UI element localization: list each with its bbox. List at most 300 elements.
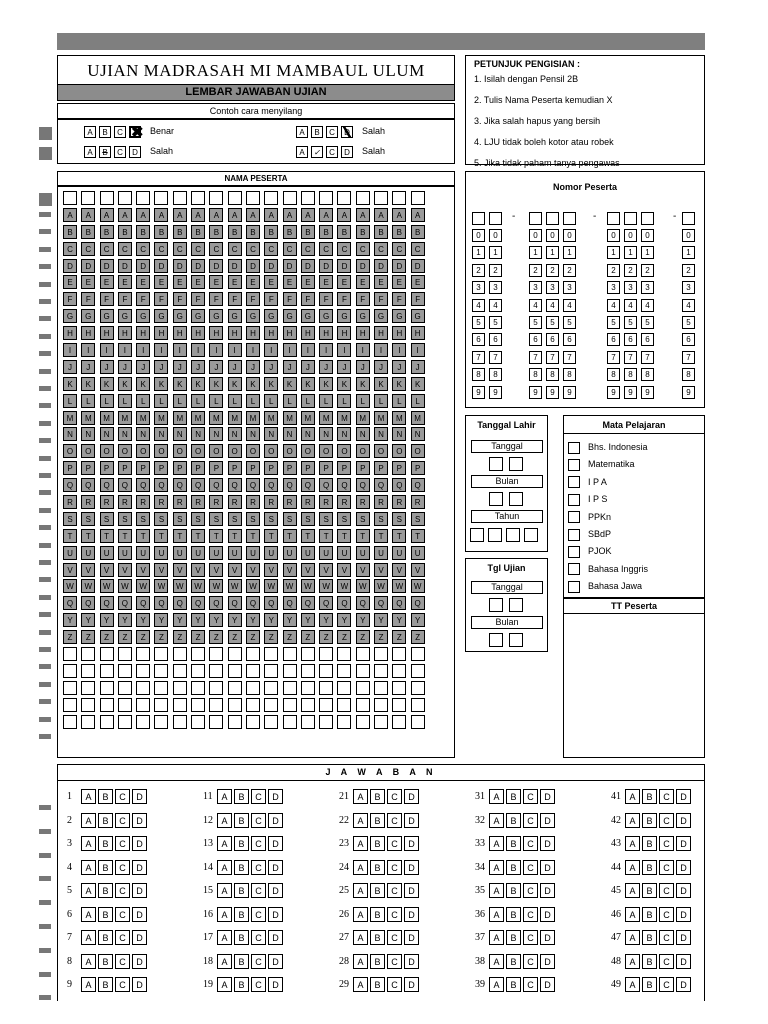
name-bubble[interactable]: N	[173, 427, 187, 441]
name-bubble[interactable]: I	[63, 343, 77, 357]
name-bubble[interactable]: H	[411, 326, 425, 340]
name-bubble[interactable]: T	[246, 529, 260, 543]
answer-bubble[interactable]: A	[625, 813, 640, 828]
answer-bubble[interactable]: B	[506, 954, 521, 969]
name-bubble[interactable]: U	[301, 546, 315, 560]
name-bubble[interactable]: Q	[228, 596, 242, 610]
answer-bubble[interactable]: C	[523, 813, 538, 828]
answer-bubble[interactable]: D	[132, 789, 147, 804]
name-bubble[interactable]: Q	[228, 478, 242, 492]
name-bubble[interactable]: J	[264, 360, 278, 374]
name-bubble[interactable]: J	[246, 360, 260, 374]
name-bubble[interactable]: J	[374, 360, 388, 374]
answer-bubble[interactable]: B	[642, 930, 657, 945]
name-bubble[interactable]: R	[63, 495, 77, 509]
answer-bubble[interactable]: D	[268, 883, 283, 898]
name-bubble[interactable]: N	[374, 427, 388, 441]
name-bubble[interactable]: O	[246, 444, 260, 458]
answer-bubble[interactable]: B	[506, 789, 521, 804]
number-write-box[interactable]	[489, 212, 502, 225]
answer-bubble[interactable]: B	[234, 860, 249, 875]
name-bubble[interactable]: M	[374, 411, 388, 425]
answer-bubble[interactable]: A	[81, 813, 96, 828]
name-bubble[interactable]: D	[337, 259, 351, 273]
name-bubble[interactable]: O	[81, 444, 95, 458]
name-bubble[interactable]: K	[191, 377, 205, 391]
name-bubble[interactable]: N	[154, 427, 168, 441]
answer-bubble[interactable]: C	[523, 836, 538, 851]
name-bubble[interactable]: Q	[283, 596, 297, 610]
name-bubble[interactable]: Y	[209, 613, 223, 627]
name-bubble[interactable]: Y	[301, 613, 315, 627]
name-bubble[interactable]: Q	[136, 478, 150, 492]
number-bubble[interactable]: 2	[641, 264, 654, 277]
name-bubble[interactable]: F	[264, 292, 278, 306]
name-bubble[interactable]: Q	[246, 596, 260, 610]
answer-bubble[interactable]: B	[370, 860, 385, 875]
name-write-box[interactable]	[337, 191, 351, 205]
name-bubble[interactable]: Q	[319, 478, 333, 492]
answer-bubble[interactable]: D	[540, 907, 555, 922]
name-bubble[interactable]: U	[136, 546, 150, 560]
answer-bubble[interactable]: D	[404, 930, 419, 945]
name-bubble[interactable]: H	[81, 326, 95, 340]
number-bubble[interactable]: 0	[563, 229, 576, 242]
answer-bubble[interactable]: A	[81, 860, 96, 875]
name-bubble[interactable]: Z	[100, 630, 114, 644]
subject-checkbox[interactable]	[568, 476, 580, 488]
name-bubble[interactable]: G	[191, 309, 205, 323]
number-bubble[interactable]: 5	[682, 316, 695, 329]
name-bubble[interactable]: B	[81, 225, 95, 239]
name-bubble[interactable]: O	[301, 444, 315, 458]
name-bubble[interactable]: A	[81, 208, 95, 222]
answer-bubble[interactable]: C	[115, 883, 130, 898]
name-bubble[interactable]: T	[337, 529, 351, 543]
name-bubble[interactable]: D	[411, 259, 425, 273]
number-bubble[interactable]: 5	[472, 316, 485, 329]
subject-item[interactable]	[568, 528, 611, 541]
name-bubble[interactable]: R	[173, 495, 187, 509]
name-bubble[interactable]: M	[154, 411, 168, 425]
name-write-box[interactable]	[100, 191, 114, 205]
name-bubble[interactable]: Y	[356, 613, 370, 627]
name-bubble[interactable]: I	[154, 343, 168, 357]
answer-bubble[interactable]: C	[523, 930, 538, 945]
answer-bubble[interactable]: D	[540, 977, 555, 992]
subject-checkbox[interactable]	[568, 529, 580, 541]
name-bubble[interactable]: N	[356, 427, 370, 441]
name-bubble[interactable]: T	[209, 529, 223, 543]
name-bubble[interactable]: T	[118, 529, 132, 543]
answer-bubble[interactable]: B	[234, 813, 249, 828]
number-bubble[interactable]: 3	[624, 281, 637, 294]
name-bubble[interactable]: Y	[392, 613, 406, 627]
subject-item[interactable]	[568, 493, 607, 506]
name-bubble[interactable]: S	[356, 512, 370, 526]
number-bubble[interactable]: 2	[489, 264, 502, 277]
name-bubble[interactable]: C	[374, 242, 388, 256]
birth-month-box[interactable]	[489, 492, 503, 506]
answer-bubble[interactable]: B	[234, 907, 249, 922]
name-bubble[interactable]: E	[356, 275, 370, 289]
name-bubble[interactable]: P	[100, 461, 114, 475]
name-bubble[interactable]: T	[154, 529, 168, 543]
name-bubble[interactable]: M	[264, 411, 278, 425]
name-bubble[interactable]: L	[337, 394, 351, 408]
name-write-box[interactable]	[356, 191, 370, 205]
name-bubble[interactable]: A	[246, 208, 260, 222]
number-bubble[interactable]: 8	[529, 368, 542, 381]
name-bubble[interactable]: Q	[173, 478, 187, 492]
answer-bubble[interactable]: B	[370, 836, 385, 851]
number-write-box[interactable]	[472, 212, 485, 225]
name-bubble[interactable]: P	[63, 461, 77, 475]
answer-bubble[interactable]: A	[489, 930, 504, 945]
name-bubble[interactable]: I	[136, 343, 150, 357]
number-write-box[interactable]	[529, 212, 542, 225]
name-bubble[interactable]: L	[392, 394, 406, 408]
name-bubble[interactable]: Q	[319, 596, 333, 610]
name-bubble[interactable]: I	[246, 343, 260, 357]
name-bubble[interactable]: Z	[118, 630, 132, 644]
name-bubble[interactable]: U	[337, 546, 351, 560]
name-bubble[interactable]: B	[301, 225, 315, 239]
name-bubble[interactable]: G	[374, 309, 388, 323]
name-bubble[interactable]: O	[173, 444, 187, 458]
name-bubble[interactable]: F	[100, 292, 114, 306]
name-bubble[interactable]: H	[228, 326, 242, 340]
name-bubble[interactable]: L	[81, 394, 95, 408]
answer-bubble[interactable]: A	[353, 883, 368, 898]
number-bubble[interactable]: 0	[641, 229, 654, 242]
name-bubble[interactable]: M	[63, 411, 77, 425]
name-bubble[interactable]: B	[356, 225, 370, 239]
name-bubble[interactable]: T	[81, 529, 95, 543]
subject-checkbox[interactable]	[568, 494, 580, 506]
name-bubble[interactable]: F	[136, 292, 150, 306]
name-bubble[interactable]: D	[283, 259, 297, 273]
answer-bubble[interactable]: A	[353, 860, 368, 875]
name-bubble[interactable]: H	[319, 326, 333, 340]
name-bubble[interactable]: C	[337, 242, 351, 256]
answer-bubble[interactable]: C	[251, 860, 266, 875]
name-bubble[interactable]: O	[283, 444, 297, 458]
number-write-box[interactable]	[607, 212, 620, 225]
number-bubble[interactable]: 5	[489, 316, 502, 329]
name-bubble[interactable]: O	[374, 444, 388, 458]
answer-bubble[interactable]: C	[115, 954, 130, 969]
number-bubble[interactable]: 5	[563, 316, 576, 329]
name-bubble[interactable]: Y	[136, 613, 150, 627]
answer-bubble[interactable]: D	[540, 930, 555, 945]
name-bubble[interactable]: E	[337, 275, 351, 289]
name-bubble[interactable]: Q	[283, 478, 297, 492]
answer-bubble[interactable]: B	[370, 883, 385, 898]
answer-bubble[interactable]: C	[387, 907, 402, 922]
name-bubble[interactable]: I	[392, 343, 406, 357]
subject-item[interactable]	[568, 476, 607, 489]
name-bubble[interactable]: R	[264, 495, 278, 509]
answer-bubble[interactable]: C	[251, 883, 266, 898]
name-bubble[interactable]: L	[100, 394, 114, 408]
name-bubble[interactable]: V	[374, 563, 388, 577]
name-bubble[interactable]: G	[100, 309, 114, 323]
number-bubble[interactable]: 1	[472, 246, 485, 259]
name-bubble[interactable]: U	[81, 546, 95, 560]
name-bubble[interactable]: W	[228, 579, 242, 593]
number-bubble[interactable]: 4	[546, 299, 559, 312]
name-bubble[interactable]: A	[283, 208, 297, 222]
name-bubble[interactable]: Q	[136, 596, 150, 610]
number-bubble[interactable]: 8	[563, 368, 576, 381]
number-bubble[interactable]: 3	[489, 281, 502, 294]
name-bubble[interactable]: Q	[81, 478, 95, 492]
name-bubble[interactable]: F	[191, 292, 205, 306]
answer-bubble[interactable]: B	[506, 813, 521, 828]
name-bubble[interactable]: Q	[191, 478, 205, 492]
name-bubble[interactable]: U	[374, 546, 388, 560]
number-bubble[interactable]: 4	[624, 299, 637, 312]
name-bubble[interactable]: V	[136, 563, 150, 577]
name-bubble[interactable]: W	[209, 579, 223, 593]
birth-day-box[interactable]	[489, 457, 503, 471]
name-bubble[interactable]: P	[392, 461, 406, 475]
name-bubble[interactable]: B	[173, 225, 187, 239]
answer-bubble[interactable]: C	[659, 836, 674, 851]
name-bubble[interactable]: S	[191, 512, 205, 526]
name-bubble[interactable]: F	[374, 292, 388, 306]
name-bubble[interactable]: N	[118, 427, 132, 441]
answer-bubble[interactable]: C	[387, 789, 402, 804]
number-bubble[interactable]: 6	[641, 333, 654, 346]
name-bubble[interactable]: E	[136, 275, 150, 289]
name-bubble[interactable]: P	[374, 461, 388, 475]
name-bubble[interactable]: S	[264, 512, 278, 526]
name-write-box[interactable]	[154, 191, 168, 205]
name-bubble[interactable]: A	[374, 208, 388, 222]
name-bubble[interactable]: L	[246, 394, 260, 408]
answer-bubble[interactable]: B	[506, 836, 521, 851]
name-bubble[interactable]: H	[136, 326, 150, 340]
answer-bubble[interactable]: B	[234, 954, 249, 969]
number-bubble[interactable]: 5	[641, 316, 654, 329]
name-bubble[interactable]: C	[411, 242, 425, 256]
name-bubble[interactable]: E	[100, 275, 114, 289]
answer-bubble[interactable]: C	[523, 977, 538, 992]
name-bubble[interactable]: G	[136, 309, 150, 323]
name-bubble[interactable]: Q	[246, 478, 260, 492]
name-bubble[interactable]: I	[264, 343, 278, 357]
number-bubble[interactable]: 8	[489, 368, 502, 381]
name-bubble[interactable]: Z	[356, 630, 370, 644]
answer-bubble[interactable]: D	[676, 860, 691, 875]
name-write-box[interactable]	[209, 191, 223, 205]
name-bubble[interactable]: V	[392, 563, 406, 577]
name-bubble[interactable]: B	[228, 225, 242, 239]
name-bubble[interactable]: A	[209, 208, 223, 222]
name-bubble[interactable]: Q	[356, 596, 370, 610]
name-bubble[interactable]: G	[154, 309, 168, 323]
answer-bubble[interactable]: B	[98, 813, 113, 828]
name-bubble[interactable]: Y	[319, 613, 333, 627]
name-bubble[interactable]: Y	[100, 613, 114, 627]
name-bubble[interactable]: C	[81, 242, 95, 256]
name-bubble[interactable]: D	[81, 259, 95, 273]
name-bubble[interactable]: B	[118, 225, 132, 239]
name-bubble[interactable]: U	[411, 546, 425, 560]
name-bubble[interactable]: W	[411, 579, 425, 593]
number-bubble[interactable]: 6	[546, 333, 559, 346]
name-write-box[interactable]	[118, 191, 132, 205]
name-bubble[interactable]: V	[283, 563, 297, 577]
name-bubble[interactable]: Q	[63, 596, 77, 610]
number-bubble[interactable]: 3	[529, 281, 542, 294]
name-bubble[interactable]: I	[173, 343, 187, 357]
name-bubble[interactable]: O	[154, 444, 168, 458]
name-bubble[interactable]: P	[264, 461, 278, 475]
number-bubble[interactable]: 9	[489, 386, 502, 399]
name-bubble[interactable]: O	[392, 444, 406, 458]
name-bubble[interactable]: Y	[191, 613, 205, 627]
name-bubble[interactable]: L	[319, 394, 333, 408]
subject-checkbox[interactable]	[568, 563, 580, 575]
name-bubble[interactable]: Q	[154, 596, 168, 610]
number-bubble[interactable]: 2	[563, 264, 576, 277]
name-bubble[interactable]: F	[81, 292, 95, 306]
answer-bubble[interactable]: B	[370, 789, 385, 804]
number-bubble[interactable]: 6	[682, 333, 695, 346]
name-bubble[interactable]: I	[301, 343, 315, 357]
name-bubble[interactable]: Y	[411, 613, 425, 627]
answer-bubble[interactable]: A	[81, 883, 96, 898]
name-bubble[interactable]: V	[100, 563, 114, 577]
name-bubble[interactable]: Z	[209, 630, 223, 644]
answer-bubble[interactable]: B	[642, 883, 657, 898]
name-bubble[interactable]: H	[264, 326, 278, 340]
name-bubble[interactable]: M	[118, 411, 132, 425]
answer-bubble[interactable]: D	[404, 883, 419, 898]
name-bubble[interactable]: J	[63, 360, 77, 374]
name-bubble[interactable]: I	[411, 343, 425, 357]
name-write-box[interactable]	[283, 191, 297, 205]
name-bubble[interactable]: Q	[411, 596, 425, 610]
answer-bubble[interactable]: C	[387, 860, 402, 875]
name-bubble[interactable]: R	[392, 495, 406, 509]
name-bubble[interactable]: K	[356, 377, 370, 391]
answer-bubble[interactable]: D	[268, 954, 283, 969]
name-bubble[interactable]: G	[81, 309, 95, 323]
name-bubble[interactable]: T	[100, 529, 114, 543]
name-bubble[interactable]: V	[246, 563, 260, 577]
number-bubble[interactable]: 3	[546, 281, 559, 294]
answer-bubble[interactable]: A	[217, 907, 232, 922]
answer-bubble[interactable]: D	[132, 954, 147, 969]
number-bubble[interactable]: 4	[489, 299, 502, 312]
number-bubble[interactable]: 3	[472, 281, 485, 294]
name-bubble[interactable]: A	[191, 208, 205, 222]
number-bubble[interactable]: 4	[563, 299, 576, 312]
name-bubble[interactable]: S	[173, 512, 187, 526]
name-bubble[interactable]: J	[209, 360, 223, 374]
name-bubble[interactable]: Z	[301, 630, 315, 644]
answer-bubble[interactable]: C	[387, 977, 402, 992]
name-bubble[interactable]: P	[319, 461, 333, 475]
answer-bubble[interactable]: A	[353, 813, 368, 828]
name-bubble[interactable]: B	[264, 225, 278, 239]
name-bubble[interactable]: E	[392, 275, 406, 289]
answer-bubble[interactable]: B	[506, 907, 521, 922]
name-bubble[interactable]: H	[283, 326, 297, 340]
answer-bubble[interactable]: C	[659, 907, 674, 922]
name-bubble[interactable]: L	[154, 394, 168, 408]
name-bubble[interactable]: U	[118, 546, 132, 560]
name-bubble[interactable]: V	[356, 563, 370, 577]
name-bubble[interactable]: Q	[392, 478, 406, 492]
name-bubble[interactable]: N	[100, 427, 114, 441]
answer-bubble[interactable]: D	[132, 860, 147, 875]
subject-checkbox[interactable]	[568, 442, 580, 454]
name-bubble[interactable]: Q	[100, 596, 114, 610]
name-bubble[interactable]: P	[136, 461, 150, 475]
answer-bubble[interactable]: C	[387, 836, 402, 851]
name-bubble[interactable]: Q	[411, 478, 425, 492]
name-bubble[interactable]: B	[209, 225, 223, 239]
number-bubble[interactable]: 5	[624, 316, 637, 329]
name-bubble[interactable]: R	[228, 495, 242, 509]
name-bubble[interactable]: T	[374, 529, 388, 543]
answer-bubble[interactable]: A	[489, 813, 504, 828]
answer-bubble[interactable]: A	[217, 930, 232, 945]
name-bubble[interactable]: S	[118, 512, 132, 526]
name-bubble[interactable]: P	[337, 461, 351, 475]
name-bubble[interactable]: G	[173, 309, 187, 323]
name-bubble[interactable]: A	[100, 208, 114, 222]
name-bubble[interactable]: M	[136, 411, 150, 425]
name-bubble[interactable]: K	[209, 377, 223, 391]
number-bubble[interactable]: 6	[607, 333, 620, 346]
name-bubble[interactable]: P	[246, 461, 260, 475]
name-bubble[interactable]: H	[301, 326, 315, 340]
name-bubble[interactable]: L	[283, 394, 297, 408]
number-write-box[interactable]	[641, 212, 654, 225]
name-bubble[interactable]: Z	[374, 630, 388, 644]
name-bubble[interactable]: O	[191, 444, 205, 458]
name-bubble[interactable]: G	[264, 309, 278, 323]
name-bubble[interactable]: H	[392, 326, 406, 340]
name-bubble[interactable]: B	[136, 225, 150, 239]
name-bubble[interactable]: M	[228, 411, 242, 425]
answer-bubble[interactable]: D	[676, 930, 691, 945]
name-bubble[interactable]: R	[209, 495, 223, 509]
name-bubble[interactable]: V	[209, 563, 223, 577]
name-bubble[interactable]: D	[173, 259, 187, 273]
name-bubble[interactable]: Q	[100, 478, 114, 492]
name-bubble[interactable]: U	[356, 546, 370, 560]
name-bubble[interactable]: F	[209, 292, 223, 306]
name-bubble[interactable]: N	[301, 427, 315, 441]
answer-bubble[interactable]: A	[625, 883, 640, 898]
answer-bubble[interactable]: D	[268, 789, 283, 804]
answer-bubble[interactable]: A	[625, 789, 640, 804]
answer-bubble[interactable]: C	[659, 883, 674, 898]
name-bubble[interactable]: J	[356, 360, 370, 374]
answer-bubble[interactable]: C	[659, 813, 674, 828]
name-bubble[interactable]: C	[319, 242, 333, 256]
name-bubble[interactable]: E	[173, 275, 187, 289]
number-bubble[interactable]: 0	[529, 229, 542, 242]
number-bubble[interactable]: 4	[607, 299, 620, 312]
